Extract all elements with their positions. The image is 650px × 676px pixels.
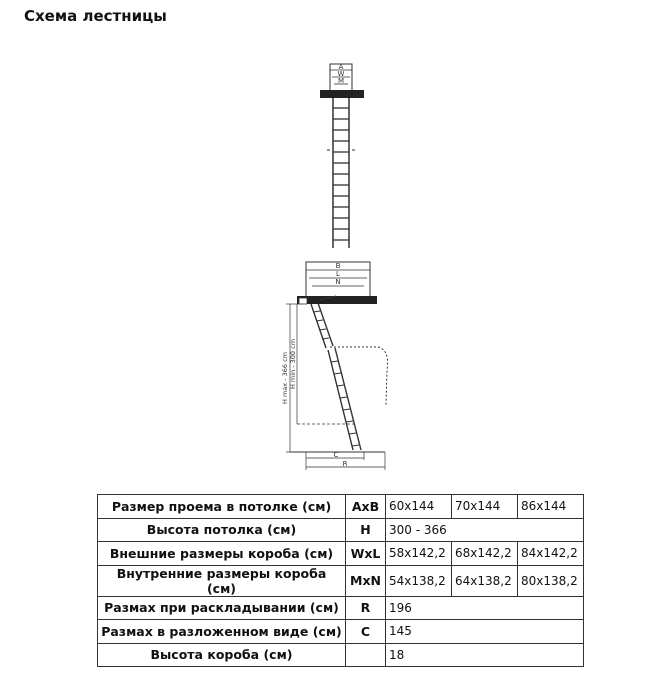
label-m: M — [337, 77, 345, 85]
row-value: 84x142,2 — [518, 542, 584, 566]
row-label: Внутренние размеры короба (см) — [98, 565, 346, 596]
label-n: N — [335, 278, 341, 286]
label-l: L — [336, 270, 340, 278]
row-value: 300 - 366 — [386, 518, 584, 542]
row-label: Размах при раскладывании (см) — [98, 596, 346, 620]
label-w: W — [337, 70, 345, 78]
row-symbol: AxB — [346, 495, 386, 519]
row-value: 145 — [386, 620, 584, 644]
label-r: R — [342, 460, 348, 468]
row-value: 70x144 — [452, 495, 518, 519]
row-value: 60x144 — [386, 495, 452, 519]
label-b: B — [335, 262, 341, 270]
table-row — [98, 565, 584, 596]
row-value: 68x142,2 — [452, 542, 518, 566]
row-symbol: H — [346, 518, 386, 542]
ladder-side-view — [286, 262, 388, 470]
table-row — [98, 495, 584, 519]
table-row — [98, 596, 584, 620]
table-row — [98, 620, 584, 644]
row-value: 54x138,2 — [386, 565, 452, 596]
row-label: Высота короба (см) — [98, 643, 346, 667]
row-label: Внешние размеры короба (см) — [98, 542, 346, 566]
row-symbol: C — [346, 620, 386, 644]
row-value: 64x138,2 — [452, 565, 518, 596]
spec-table — [97, 494, 584, 667]
row-label: Размер проема в потолке (см) — [98, 495, 346, 519]
page-title: Схема лестницы — [24, 7, 167, 25]
row-symbol: WxL — [346, 542, 386, 566]
label-h-min: H min - 300 cm — [289, 338, 297, 390]
table-row — [98, 542, 584, 566]
row-value: 80x138,2 — [518, 565, 584, 596]
row-symbol: R — [346, 596, 386, 620]
row-value: 196 — [386, 596, 584, 620]
label-c: C — [333, 451, 339, 459]
row-label: Высота потолка (см) — [98, 518, 346, 542]
row-label: Размах в разложенном виде (см) — [98, 620, 346, 644]
table-row — [98, 643, 584, 667]
label-a: A — [338, 63, 344, 71]
row-value: 86x144 — [518, 495, 584, 519]
row-symbol: MxN — [346, 565, 386, 596]
label-h-max: H max - 366 cm — [281, 352, 289, 404]
table-row — [98, 518, 584, 542]
ladder-front-view — [320, 64, 364, 248]
row-value: 18 — [386, 643, 584, 667]
row-symbol — [346, 643, 386, 667]
row-value: 58x142,2 — [386, 542, 452, 566]
